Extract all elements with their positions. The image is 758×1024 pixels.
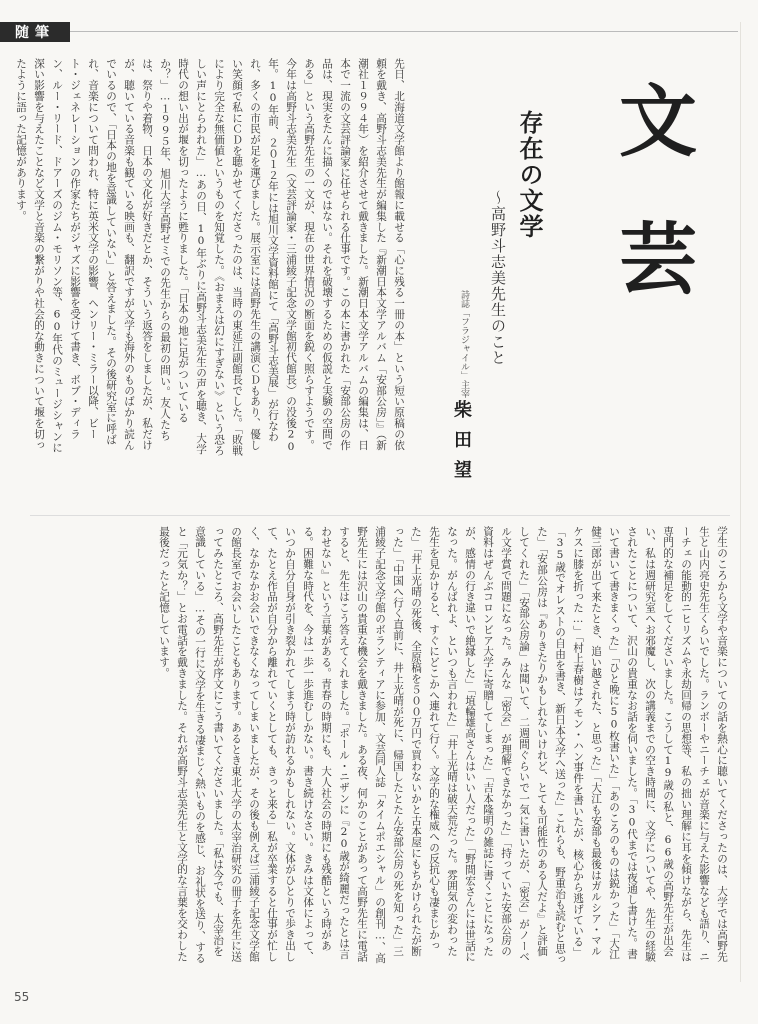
article-subtitle: 〜高野斗志美先生のこと xyxy=(489,190,507,366)
margin-rule xyxy=(740,22,741,982)
section-tag: 随筆 xyxy=(0,22,70,42)
author-role: 詩誌「フラジャイル」主宰 xyxy=(459,290,469,398)
author-name: 柴田望 xyxy=(451,400,472,490)
page-number: 55 xyxy=(14,990,30,1004)
body-text-upper: 先日、北海道文学館より館報に載せる「心に残る一冊の本」という短い原稿の依頼を戴き、高野斗志美先生が編集した『新潮日本文学アルバム「安部公房」』（新潮社１９９４年）を紹介させて戴きました。新潮日本文学アルバムの編集は、日本で一流の文芸評論家に任せられる仕事です。この本に書かれた「安部公房の作品は、現実をたんに描くのではない。それを破壊するための仮説と実験の空間である」という高野先生の一文が、現在の世界情況の断面を鋭く照らすようです。今年は高野斗志美先生（文芸評論家・三浦綾子記念文学館初代館長）の没後20年。10年前、２０１２年には旭川文学資料館にて「高野斗志美展」が行なわれ、多くの市民が足を運びました。展示室には高野先生の講演ＣＤもあり、優しい笑顔で私にＣＤを聴かせてくださったのは、当時の東延江副館長でした。「敗戦により完全な無価値というものを知覚した。《おまえは幻にすぎない》という恐ろしい声にとらわれた」…あの日、10年ぶりに高野斗志美先生の声を聴き、大学時代の想い出が堰を切ったように甦りました。「日本の地に足がついているか？」…１９９５年、旭川大学高野ゼミでの先生からの最初の問い。友人たちは、祭りや着物、日本の文化が好きだとか、そういう返答をしましたが、私だけが、聴いている音楽も観ている映画も、翻訳ですが文学も海外のものばかり読んでいるので、「日本の地を意識していない」と答えました。その後研究室に呼ばれ、音楽について問われ、特に英米文学の影響、ヘンリー・ミラー以降、ビート・ジェネレーションの作家たちがジャズに影響を受けて書き、ボブ・ディラン、ルー・リード、ドアーズのジム・モリソン等、60年代のミュージシャンに深い影響を与えたことなど文学と音楽の繋がりや社会的な動きについて堰を切ったように語った記憶があります。 xyxy=(15,58,405,456)
header-rule xyxy=(70,31,738,32)
section-title: 文芸 xyxy=(606,80,697,356)
article-title: 存在の文学 xyxy=(515,110,544,240)
tier-divider xyxy=(30,515,730,516)
body-text-lower: 学生のころから文学や音楽についての話を熱心に聴いてくださったのは、大学では高野先生と山内亮史先生くらいでした。ランボーやニーチェが音楽に与えた影響なども語り、ニーチェの能動的ニヒリズムや永劫回帰の思想等、私の拙い理解に耳を傾けながら、先生は専門的な補足をしてくださいました。こうして19歳の私と、66歳の高野先生が出会い、私は週研究室へお邪魔し、次の講義までの空き時間に、文学についてや、先生の経験されたことについて、沢山の貴重なお話を伺いました。「30代までは夜通し書けた。書いて書いて書きまくった」「ひと晩に50枚書いた」「あのころのものは鋭かった」「大江健三郎が出て来たとき、追い越された、と思った」「大江も安部も最後はガルシア・マルケスに膝を折った…」「村上春樹はアモン・ハン事件を書いたが、核心から逃げている」「35歳でオレストの自由を書き、新日本文学へ送った」これらも、野重治も読むと思った」「安部公房は『ありきたりかもしれないけれど、とても可能性のある人だよ』と評価してくれた」「安部公房論」は聞いて、二週間ぐらいで一気に書いたが、「密会」がノーベル文学賞で問題になった。みんな「密会」が理解できなかった」「持っていた安部公房の資料はぜんぶコロンビア大学に寄贈してしまった」「吉本隆明の雑誌に書くことになったが、感情の行き違いで絶縁した」「埴輪雄高さんはいい人だった」「野間宏さんには世話になった。がんばれよ、といつも言われた」「井上光晴は破天荒だった。雰囲気の変わった先生を見かけると、すぐにどこかへ連れて行く。文学的な権威への反抗心も凄まじかった」「井上光晴の死後、全原稿を５００万円で買わないかと古本屋にもちかけられたが断った」「中国へ行く直前に、井上光晴が死に、帰国したとたん安部公房の死を知った」三浦綾子記念文学館のボランティアに参加、文芸同人誌「タイムポエシャル」の創刊…、高野先生には沢山の貴重な機会を戴きました。ある夜、何かのことがあって高野先生に電話すると、先生はこう答えてくれました。「ポール・ニザンに『20歳が綺麗だったとは言わせない』という言葉がある。青春の時期にも、大人社会の時期にも残酷という時がある。困難な時代を、今は一歩一歩進むしかない。書き続けなさい。きみは文体によって、いつか自分自身が引き裂かれてしまう時が訪れるかもしれない。文体がひとりで歩き出して、たとえ作品が自分から離れていくとしても、きっと来る」私が卒業すると仕事が忙しく、なかなかお会いできなくなってしまいましたが、その後も例えば三浦綾子記念文学館の館長室でお会いしたこともあります。あるとき東北大学の太宰治研究の冊子を先生に送ってみたところ、高野先生が序文にこう書いてくださいました。「私は今でも、太宰治を意識している」…その一行に文学を生きる凄まじく熱いものを感じ、お礼状を送り、すると「元気か？」とお電話を戴きました。それが高野斗志美先生と文学的な言葉を交わした最後だったと記憶しています。 xyxy=(158,526,728,965)
